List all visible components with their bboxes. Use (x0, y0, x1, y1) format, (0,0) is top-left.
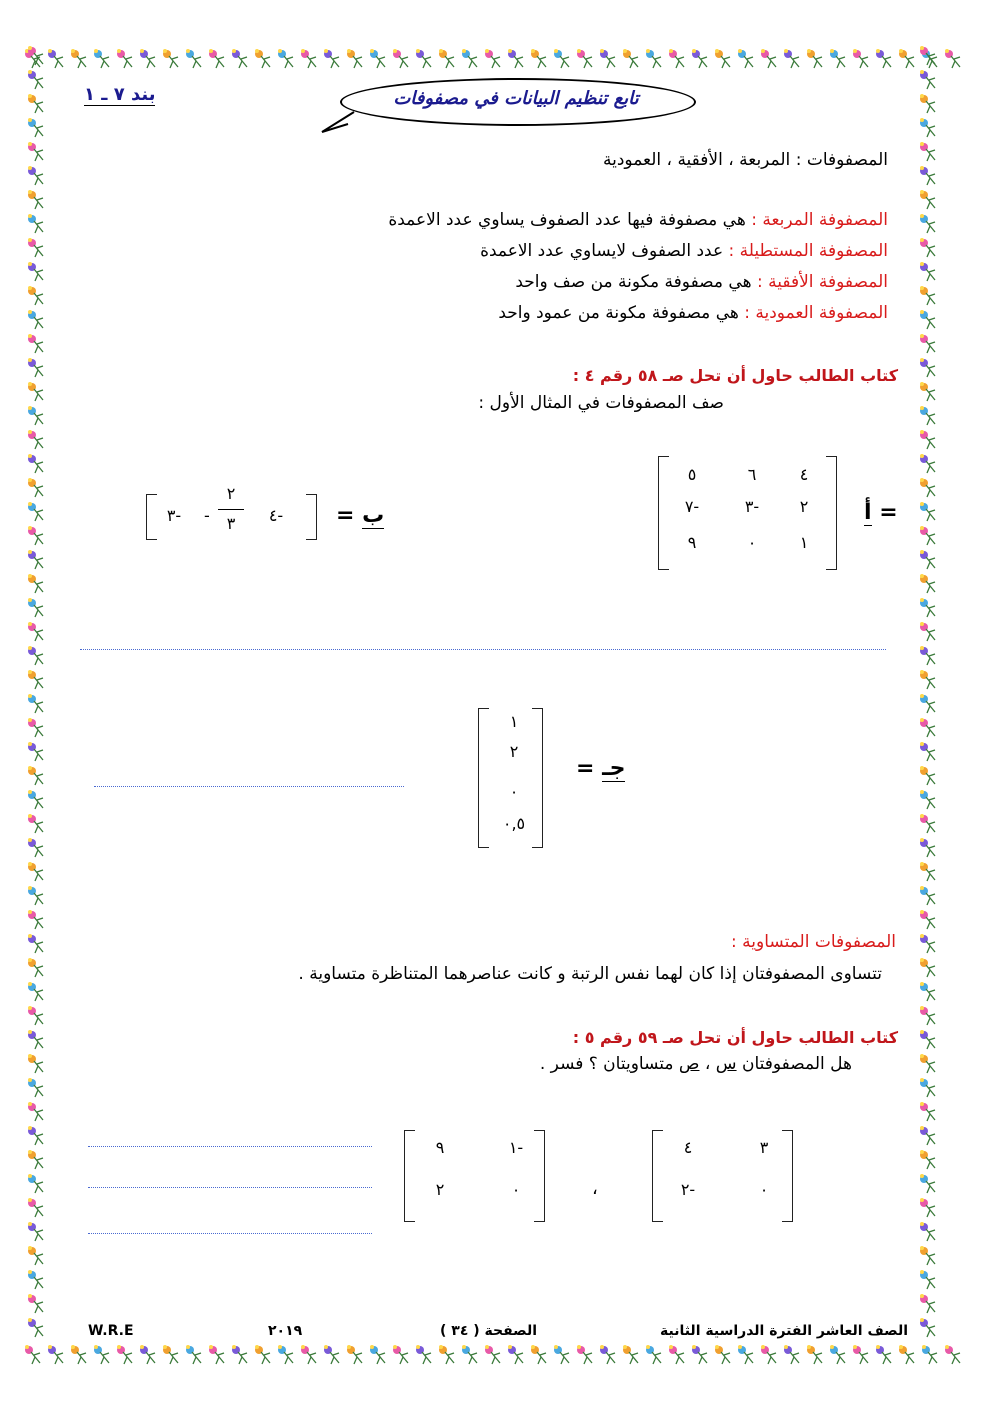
matrix-cell: ٣- (744, 497, 760, 516)
answer-line (94, 786, 404, 787)
matrix-b-label (336, 503, 384, 528)
flower-ornament-icon (917, 284, 939, 308)
flower-ornament-icon (712, 1343, 734, 1367)
definition-rectangular (480, 241, 888, 261)
flower-ornament-icon (917, 92, 939, 116)
matrix-c-equals: = (576, 756, 595, 781)
equal-matrices-heading: المصفوفات المتساوية : (731, 932, 896, 952)
flower-ornament-icon (25, 932, 47, 956)
fraction-numerator: ٢ (226, 484, 236, 503)
flower-ornament-icon (917, 260, 939, 284)
matrix-cell: ٠ (511, 1180, 521, 1199)
flower-ornament-icon (917, 476, 939, 500)
flower-ornament-icon (137, 1343, 159, 1367)
flower-ornament-icon (25, 284, 47, 308)
matrix-cell: ٢- (680, 1180, 696, 1199)
flower-ornament-icon (25, 44, 47, 68)
flower-ornament-icon (917, 524, 939, 548)
exercise-2-question (540, 1054, 852, 1074)
matrix-s-left-bracket (652, 1130, 663, 1222)
flower-ornament-icon (917, 236, 939, 260)
flower-ornament-icon (436, 1343, 458, 1367)
flower-ornament-icon (25, 572, 47, 596)
flower-ornament-icon (25, 500, 47, 524)
flower-ornament-icon (160, 1343, 182, 1367)
definition-term: المصفوفة العمودية : (744, 303, 888, 323)
flower-ornament-icon (917, 1316, 939, 1340)
flower-ornament-icon (25, 764, 47, 788)
bubble-tail (318, 108, 358, 138)
question-end: متساويتان ؟ فسر . (539, 1054, 674, 1074)
flower-ornament-icon (25, 1100, 47, 1124)
flower-ornament-icon (25, 548, 47, 572)
flower-ornament-icon (25, 668, 47, 692)
flower-ornament-icon (917, 692, 939, 716)
flower-ornament-icon (758, 47, 780, 71)
flower-ornament-icon (25, 884, 47, 908)
flower-ornament-icon (25, 788, 47, 812)
flower-ornament-icon (413, 1343, 435, 1367)
flower-ornament-icon (482, 1343, 504, 1367)
flower-ornament-icon (206, 47, 228, 71)
flower-ornament-icon (25, 1196, 47, 1220)
matrix-cell: ٢ (435, 1180, 445, 1199)
flower-ornament-icon (917, 812, 939, 836)
flower-ornament-icon (25, 164, 47, 188)
answer-line (88, 1146, 372, 1147)
flower-ornament-icon (160, 47, 182, 71)
types-label: المصفوفات (806, 150, 888, 170)
fraction-denominator: ٣ (226, 514, 236, 533)
matrix-b-name: ب (362, 503, 385, 528)
flower-ornament-icon (597, 1343, 619, 1367)
flower-ornament-icon (25, 980, 47, 1004)
matrix-cell: ٥ (687, 465, 697, 484)
flower-ornament-icon (917, 788, 939, 812)
flower-ornament-icon (917, 452, 939, 476)
flower-ornament-icon (25, 404, 47, 428)
flower-ornament-icon (25, 116, 47, 140)
matrix-cell: ٦ (747, 465, 757, 484)
matrix-cell: ٧- (684, 497, 700, 516)
types-items: المربعة ، الأفقية ، العمودية (603, 150, 791, 170)
flower-ornament-icon (917, 740, 939, 764)
flower-ornament-icon (25, 1052, 47, 1076)
flower-ornament-icon (25, 1124, 47, 1148)
matrix-cell: ٩ (687, 533, 697, 552)
flower-ornament-icon (321, 47, 343, 71)
flower-ornament-icon (25, 452, 47, 476)
flower-ornament-icon (229, 47, 251, 71)
flower-ornament-icon (917, 380, 939, 404)
flower-ornament-icon (620, 47, 642, 71)
matrix-b-equals: = (336, 503, 355, 528)
flower-ornament-icon (25, 1220, 47, 1244)
flower-ornament-icon (25, 1316, 47, 1340)
matrix-cell: ٠,٥ (502, 814, 526, 833)
matrix-a-right-bracket (826, 456, 837, 570)
flower-ornament-icon (917, 1124, 939, 1148)
flower-ornament-icon (917, 1292, 939, 1316)
flower-ornament-icon (459, 1343, 481, 1367)
flower-ornament-icon (917, 1148, 939, 1172)
flower-ornament-icon (25, 1172, 47, 1196)
flower-ornament-icon (917, 596, 939, 620)
matrix-c-left-bracket (478, 708, 489, 848)
flower-ornament-icon (91, 47, 113, 71)
flower-ornament-icon (505, 47, 527, 71)
decorative-border-top (22, 44, 970, 74)
matrix-cell: ٠ (759, 1180, 769, 1199)
flower-ornament-icon (620, 1343, 642, 1367)
matrix-cell: ٩ (435, 1138, 445, 1157)
matrix-a-label (864, 500, 898, 525)
flower-ornament-icon (917, 116, 939, 140)
matrix-y-name: ص (678, 1054, 700, 1074)
flower-ornament-icon (321, 1343, 343, 1367)
matrix-cell: ٢ (799, 497, 809, 516)
matrix-cell: ٠ (747, 533, 757, 552)
flower-ornament-icon (574, 47, 596, 71)
flower-ornament-icon (25, 476, 47, 500)
matrix-cell: ٤- (268, 506, 284, 525)
flower-ornament-icon (528, 47, 550, 71)
page-title: تابع تنظيم البيانات في مصفوفات (393, 88, 639, 109)
flower-ornament-icon (482, 47, 504, 71)
definition-term: المصفوفة الأفقية : (756, 272, 888, 292)
flower-ornament-icon (917, 860, 939, 884)
decorative-border-left (22, 44, 52, 1354)
flower-ornament-icon (25, 644, 47, 668)
flower-ornament-icon (597, 47, 619, 71)
flower-ornament-icon (917, 188, 939, 212)
matrix-s-name: س (715, 1054, 737, 1074)
flower-ornament-icon (25, 356, 47, 380)
matrix-cell: ١ (799, 533, 809, 552)
flower-ornament-icon (25, 212, 47, 236)
exercise-1-heading: كتاب الطالب حاول أن تحل صـ ٥٨ رقم ٤ : (572, 366, 898, 385)
flower-ornament-icon (917, 572, 939, 596)
flower-ornament-icon (917, 500, 939, 524)
flower-ornament-icon (574, 1343, 596, 1367)
matrix-cell: ١- (508, 1138, 524, 1157)
flower-ornament-icon (917, 644, 939, 668)
flower-ornament-icon (25, 188, 47, 212)
definition-text: هي مصفوفة مكونة من عمود واحد (498, 303, 739, 323)
flower-ornament-icon (25, 1004, 47, 1028)
flower-ornament-icon (917, 932, 939, 956)
flower-ornament-icon (25, 1268, 47, 1292)
flower-ornament-icon (917, 620, 939, 644)
question-comma: ، (704, 1054, 711, 1074)
matrices-comma: ، (592, 1178, 598, 1199)
flower-ornament-icon (781, 1343, 803, 1367)
flower-ornament-icon (91, 1343, 113, 1367)
flower-ornament-icon (917, 668, 939, 692)
answer-line (88, 1233, 372, 1234)
matrix-cell: ٤ (799, 465, 809, 484)
flower-ornament-icon (917, 164, 939, 188)
flower-ornament-icon (917, 548, 939, 572)
flower-ornament-icon (25, 236, 47, 260)
flower-ornament-icon (183, 47, 205, 71)
matrix-a-equals: = (879, 500, 898, 525)
flower-ornament-icon (68, 47, 90, 71)
flower-ornament-icon (25, 1292, 47, 1316)
flower-ornament-icon (25, 140, 47, 164)
matrix-types-line (603, 150, 888, 170)
flower-ornament-icon (917, 884, 939, 908)
flower-ornament-icon (917, 1196, 939, 1220)
flower-ornament-icon (917, 1100, 939, 1124)
flower-ornament-icon (344, 1343, 366, 1367)
matrix-a-name: أ (864, 500, 872, 525)
flower-ornament-icon (917, 44, 939, 68)
flower-ornament-icon (298, 1343, 320, 1367)
exercise-1-prompt: صف المصفوفات في المثال الأول : (478, 393, 724, 413)
flower-ornament-icon (781, 47, 803, 71)
flower-ornament-icon (114, 1343, 136, 1367)
flower-ornament-icon (917, 68, 939, 92)
flower-ornament-icon (712, 47, 734, 71)
flower-ornament-icon (942, 1343, 964, 1367)
matrix-cell: ١ (509, 712, 519, 731)
flower-ornament-icon (917, 956, 939, 980)
flower-ornament-icon (917, 356, 939, 380)
flower-ornament-icon (114, 47, 136, 71)
flower-ornament-icon (25, 308, 47, 332)
matrix-a-left-bracket (658, 456, 669, 570)
flower-ornament-icon (827, 1343, 849, 1367)
flower-ornament-icon (413, 47, 435, 71)
flower-ornament-icon (137, 47, 159, 71)
flower-ornament-icon (917, 1220, 939, 1244)
flower-ornament-icon (735, 47, 757, 71)
definition-text: عدد الصفوف لايساوي عدد الاعمدة (480, 241, 724, 261)
flower-ornament-icon (917, 1052, 939, 1076)
fraction-sign: - (204, 506, 210, 525)
flower-ornament-icon (25, 836, 47, 860)
matrix-b-right-bracket (306, 494, 317, 540)
flower-ornament-icon (298, 47, 320, 71)
flower-ornament-icon (666, 1343, 688, 1367)
footer-page: الصفحة ( ٣٤ ) (440, 1323, 538, 1339)
flower-ornament-icon (25, 260, 47, 284)
flower-ornament-icon (25, 956, 47, 980)
flower-ornament-icon (528, 1343, 550, 1367)
flower-ornament-icon (25, 740, 47, 764)
types-separator: : (795, 150, 802, 170)
flower-ornament-icon (25, 716, 47, 740)
separator-line (80, 649, 886, 650)
matrix-y-left-bracket (404, 1130, 415, 1222)
flower-ornament-icon (68, 1343, 90, 1367)
flower-ornament-icon (25, 92, 47, 116)
fraction-bar (218, 509, 244, 510)
flower-ornament-icon (25, 380, 47, 404)
flower-ornament-icon (850, 47, 872, 71)
definition-row (515, 272, 888, 292)
answer-line (88, 1187, 372, 1188)
definition-text: هي مصفوفة مكونة من صف واحد (515, 272, 752, 292)
flower-ornament-icon (643, 1343, 665, 1367)
flower-ornament-icon (505, 1343, 527, 1367)
flower-ornament-icon (804, 47, 826, 71)
flower-ornament-icon (367, 47, 389, 71)
flower-ornament-icon (942, 47, 964, 71)
flower-ornament-icon (917, 980, 939, 1004)
matrix-c-label (576, 756, 625, 781)
flower-ornament-icon (917, 716, 939, 740)
flower-ornament-icon (390, 47, 412, 71)
flower-ornament-icon (917, 1004, 939, 1028)
footer-author: W.R.E (88, 1323, 134, 1339)
flower-ornament-icon (25, 812, 47, 836)
flower-ornament-icon (275, 47, 297, 71)
flower-ornament-icon (183, 1343, 205, 1367)
flower-ornament-icon (917, 908, 939, 932)
flower-ornament-icon (917, 212, 939, 236)
footer-year: ٢٠١٩ (268, 1323, 303, 1339)
definition-square (388, 210, 888, 230)
flower-ornament-icon (643, 47, 665, 71)
flower-ornament-icon (25, 332, 47, 356)
flower-ornament-icon (758, 1343, 780, 1367)
flower-ornament-icon (25, 596, 47, 620)
flower-ornament-icon (917, 1244, 939, 1268)
flower-ornament-icon (25, 1076, 47, 1100)
flower-ornament-icon (252, 47, 274, 71)
flower-ornament-icon (917, 764, 939, 788)
flower-ornament-icon (25, 620, 47, 644)
flower-ornament-icon (206, 1343, 228, 1367)
flower-ornament-icon (917, 332, 939, 356)
flower-ornament-icon (917, 836, 939, 860)
definition-term: المصفوفة المربعة : (751, 210, 888, 230)
flower-ornament-icon (25, 692, 47, 716)
matrix-cell: ٣- (166, 506, 182, 525)
flower-ornament-icon (25, 524, 47, 548)
flower-ornament-icon (390, 1343, 412, 1367)
definition-term: المصفوفة المستطيلة : (728, 241, 888, 261)
flower-ornament-icon (275, 1343, 297, 1367)
flower-ornament-icon (25, 428, 47, 452)
flower-ornament-icon (25, 1028, 47, 1052)
definition-column (498, 303, 888, 323)
decorative-border-right (914, 44, 944, 1354)
flower-ornament-icon (689, 1343, 711, 1367)
matrix-cell: ٣ (759, 1138, 769, 1157)
flower-ornament-icon (873, 1343, 895, 1367)
flower-ornament-icon (917, 404, 939, 428)
footer-grade: الصف العاشر الفترة الدراسية الثانية (660, 1323, 908, 1339)
matrix-c-name: جـ (602, 756, 626, 781)
flower-ornament-icon (459, 47, 481, 71)
flower-ornament-icon (827, 47, 849, 71)
flower-ornament-icon (25, 860, 47, 884)
flower-ornament-icon (551, 1343, 573, 1367)
flower-ornament-icon (917, 428, 939, 452)
flower-ornament-icon (25, 908, 47, 932)
exercise-2-heading: كتاب الطالب حاول أن تحل صـ ٥٩ رقم ٥ : (572, 1028, 898, 1047)
flower-ornament-icon (436, 47, 458, 71)
flower-ornament-icon (229, 1343, 251, 1367)
flower-ornament-icon (917, 1028, 939, 1052)
flower-ornament-icon (873, 47, 895, 71)
definition-text: هي مصفوفة فيها عدد الصفوف يساوي عدد الاعمدة (388, 210, 746, 230)
flower-ornament-icon (917, 308, 939, 332)
flower-ornament-icon (917, 140, 939, 164)
flower-ornament-icon (25, 1244, 47, 1268)
flower-ornament-icon (25, 1148, 47, 1172)
flower-ornament-icon (689, 47, 711, 71)
flower-ornament-icon (804, 1343, 826, 1367)
flower-ornament-icon (666, 47, 688, 71)
flower-ornament-icon (551, 47, 573, 71)
flower-ornament-icon (735, 1343, 757, 1367)
flower-ornament-icon (367, 1343, 389, 1367)
flower-ornament-icon (917, 1172, 939, 1196)
matrix-cell: ٢ (509, 742, 519, 761)
matrix-cell: ٤ (683, 1138, 693, 1157)
matrix-cell: ٠ (509, 782, 519, 801)
equal-matrices-text: تتساوى المصفوفتان إذا كان لهما نفس الرتبة و كانت عناصرهما المتناظرة متساوية . (298, 964, 882, 984)
decorative-border-bottom (22, 1340, 970, 1370)
flower-ornament-icon (25, 68, 47, 92)
section-tag: بند ٧ ـ ١ (84, 84, 156, 105)
flower-ornament-icon (252, 1343, 274, 1367)
question-start: هل المصفوفتان (741, 1054, 852, 1074)
flower-ornament-icon (344, 47, 366, 71)
flower-ornament-icon (917, 1268, 939, 1292)
flower-ornament-icon (850, 1343, 872, 1367)
flower-ornament-icon (917, 1076, 939, 1100)
